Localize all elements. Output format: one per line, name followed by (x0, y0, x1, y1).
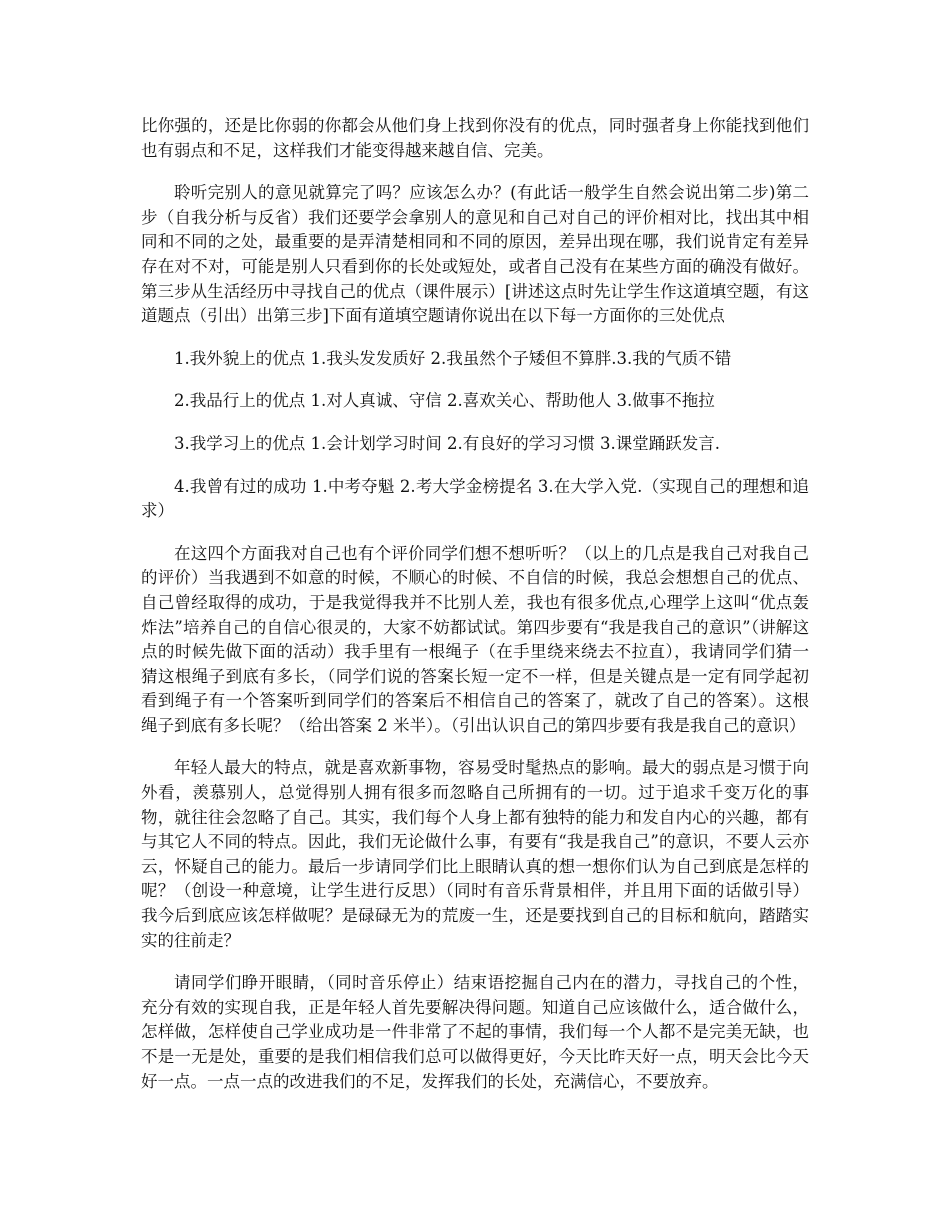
list-item-character: 2.我品行上的优点 1.对人真诚、守信 2.喜欢关心、帮助他人 3.做事不拖拉 (174, 391, 715, 411)
paragraph-1: 比你强的，还是比你弱的你都会从他们身上找到你没有的优点，同时强者身上你能找到他们也有弱点和不足，这样我们才能变得越来越自信、完美。 (141, 116, 809, 160)
paragraph-4: 年轻人最大的特点，就是喜欢新事物，容易受时髦热点的影响。最大的弱点是习惯于向外看，羡慕别人，总觉得别人拥有很多而忽略自己所拥有的一切。过于追求千变万化的事物，就往往会忽略了自己。其实，我们每个人身上都有独特的能力和发自内心的兴趣，都有与其它人不同的特点。因此，我们无论做什么事，有要有“我是我自己”的意识，不要人云亦云，怀疑自己的能力。最后一步请同学们比上眼睛认真的想一想你们认为自己到底是怎样的呢？（创设一种意境，让学生进行反思）（同时有音乐背景相伴，并且用下面的话做引导）我今后到底应该怎样做呢？是碌碌无为的荒废一生，还是要找到自己的目标和航向，踏踏实实的往前走？ (141, 758, 809, 950)
list-item-study: 3.我学习上的优点 1.会计划学习时间 2.有良好的学习习惯 3.课堂踊跃发言. (174, 433, 720, 453)
list-item-success: 4.我曾有过的成功 1.中考夺魁 2.考大学金榜提名 3.在大学入党.（实现自己的理想和追求） (141, 476, 809, 521)
list-item-appearance: 1.我外貌上的优点 1.我头发发质好 2.我虽然个子矮但不算胖.3.我的气质不错 (174, 348, 732, 368)
paragraph-2: 聆听完别人的意见就算完了吗？应该怎么办？(有此话一般学生自然会说出第二步)第二步（自我分析与反省）我们还要学会拿别人的意见和自己对自己的评价相对比，找出其中相同和不同的之处，最重要的是弄清楚相同和不同的原因，差异出现在哪，我们说肯定有差异存在对不对，可能是别人只看到你的长处或短处，或者自己没有在某些方面的确没有做好。第三步从生活经历中寻找自己的优点（课件展示）[讲述这点时先让学生作这道填空题，有这道题点（引出）出第三步]下面有道填空题请你说出在以下每一方面你的三处优点 (141, 183, 809, 326)
paragraph-5: 请同学们睁开眼睛，（同时音乐停止）结束语挖掘自己内在的潜力，寻找自己的个性，充分有效的实现自我，正是年轻人首先要解决得问题。知道自己应该做什么，适合做什么，怎样做，怎样使自己学业成功是一件非常了不起的事情，我们每一个人都不是完美无缺，也不是一无是处，重要的是我们相信我们总可以做得更好，今天比昨天好一点，明天会比今天好一点。一点一点的改进我们的不足，发挥我们的长处，充满信心，不要放弃。 (141, 973, 809, 1091)
document-body (141, 114, 809, 1112)
paragraph-3: 在这四个方面我对自己也有个评价同学们想不想听听？（以上的几点是我自己对我自己的评价）当我遇到不如意的时候，不顺心的时候、不自信的时候，我总会想想自己的优点、自己曾经取得的成功，于是我觉得我并不比别人差，我也有很多优点,心理学上这叫“优点轰炸法”培养自己的自信心很灵的，大家不妨都试试。第四步要有“我是我自己的意识”（讲解这点的时候先做下面的活动）我手里有一根绳子（在手里绕来绕去不拉直），我请同学们猜一猜这根绳子到底有多长，（同学们说的答案长短一定不一样，但是关键点是一定有同学起初看到绳子有一个答案听到同学们的答案后不相信自己的答案了，就改了自己的答案）。这根绳子到底有多长呢？（给出答案 2 米半）。（引出认识自己的第四步要有我是我自己的意识） (141, 543, 809, 735)
